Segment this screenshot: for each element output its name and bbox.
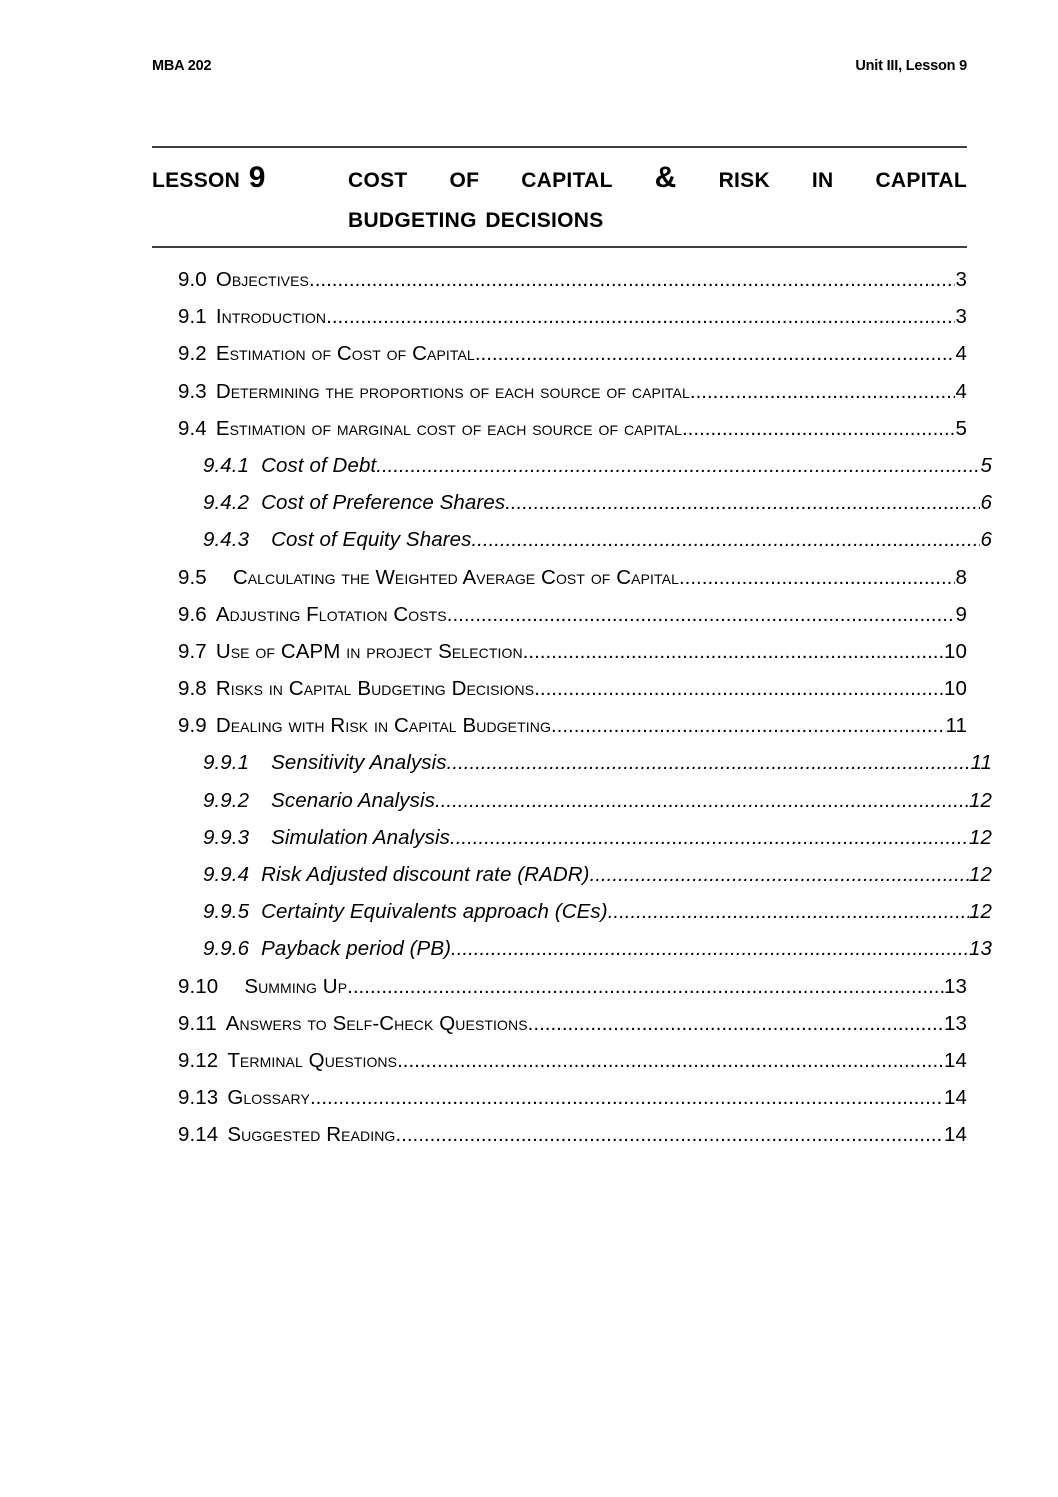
toc-entry-page-number: 12 [968,900,992,924]
running-head-left: MBA 202 [152,58,212,74]
toc-entry[interactable] [178,1123,967,1160]
toc-entry-number: 9.14 [178,1123,219,1147]
toc-entry-label: Answers to Self-Check Questions [225,1011,528,1035]
toc-dot-leader [608,900,969,924]
toc-entry-label: Certainty Equivalents approach (CEs) [261,900,608,924]
toc-entry[interactable] [178,1086,967,1123]
lesson-title-first-line [152,158,967,198]
toc-entry-page-number: 6 [980,528,992,552]
lesson-title-text-line1: cost of capital & risk in capital [348,161,967,194]
toc-entry[interactable] [178,900,992,937]
toc-entry[interactable] [178,1012,967,1049]
toc-entry[interactable] [178,491,992,528]
toc-dot-leader [471,528,980,552]
toc-dot-leader [523,640,944,664]
toc-entry-page-number: 9 [955,602,967,626]
toc-dot-leader [376,454,980,478]
toc-entry-page-number: 5 [980,453,992,477]
toc-entry-number: 9.0 [178,268,207,291]
toc-entry-number: 9.9.6 [203,937,250,961]
toc-entry-number: 9.5 [178,565,207,589]
toc-entry-page-number: 11 [970,751,992,775]
toc-entry-label: Suggested Reading [227,1123,396,1147]
toc-entry-page-number: 4 [955,379,967,403]
toc-entry-label: Cost of Equity Shares [271,528,472,552]
toc-entry-page-number: 12 [968,863,992,886]
toc-entry-label: Dealing with Risk in Capital Budgeting [215,714,551,738]
toc-entry-label: Estimation of marginal cost of each source of capital [215,416,682,440]
toc-entry-number: 9.13 [178,1086,219,1110]
toc-entry-label: Summing Up [244,974,348,998]
toc-entry-page-number: 13 [968,937,992,961]
toc-entry-page-number: 10 [943,639,967,663]
lesson-title-text-line2: budgeting decisions [348,200,604,234]
toc-dot-leader [347,975,944,999]
toc-entry-page-number: 10 [943,677,967,701]
toc-dot-leader [690,380,956,404]
toc-entry-page-number: 4 [955,342,967,366]
toc-entry[interactable] [178,342,967,379]
toc-dot-leader [447,603,956,627]
toc-entry-label: Glossary [227,1086,310,1110]
toc-entry-number: 9.9.5 [203,900,250,924]
toc-entry[interactable] [178,789,992,826]
toc-entry-page-number: 14 [943,1048,967,1072]
toc-dot-leader [475,342,956,366]
toc-dot-leader [447,751,971,775]
toc-entry[interactable] [178,305,967,342]
toc-entry-number: 9.6 [178,602,207,626]
running-head-right: Unit III, Lesson 9 [855,58,967,74]
toc-entry-acronym: CAPM [280,639,341,663]
toc-entry[interactable] [178,937,992,974]
toc-dot-leader [682,417,956,441]
toc-dot-leader [395,1123,944,1147]
toc-entry-label: Cost of Preference Shares [261,491,506,515]
toc-entry-number: 9.12 [178,1048,219,1072]
running-head [152,58,967,74]
toc-entry-number: 9.9 [178,714,207,738]
toc-entry-number: 9.3 [178,379,207,403]
toc-entry[interactable] [178,380,967,417]
toc-entry[interactable] [178,528,992,565]
toc-entry-number: 9.11 [178,1011,217,1035]
toc-entry-label: Objectives [215,268,309,291]
toc-entry[interactable] [178,751,992,788]
toc-entry-label: Cost of Debt [261,453,377,477]
toc-entry-page-number: 11 [945,714,967,738]
toc-entry-number: 9.1 [178,305,207,329]
toc-entry[interactable] [178,640,967,677]
toc-dot-leader [679,566,956,590]
toc-entry-label: Estimation of Cost of Capital [215,342,475,366]
toc-entry-label: Risk Adjusted discount rate (RADR) [261,863,590,886]
toc-entry-label: Scenario Analysis [271,788,435,812]
toc-entry-number: 9.7 [178,639,207,663]
toc-entry-page-number: 3 [955,268,967,291]
toc-dot-leader [505,491,980,515]
toc-entry[interactable] [178,454,992,491]
toc-entry[interactable] [178,714,967,751]
toc-entry-label: Payback period (PB) [261,937,452,961]
toc-entry-number: 9.2 [178,342,207,366]
toc-entry-page-number: 3 [955,305,967,329]
toc-entry[interactable] [178,863,992,900]
toc-entry[interactable] [178,677,967,714]
toc-entry-label: Adjusting Flotation Costs [215,602,447,626]
toc-entry-page-number: 8 [955,565,967,589]
toc-entry-label: Terminal Questions [227,1048,398,1072]
toc-entry-number: 9.4.3 [203,528,250,552]
toc-entry-number: 9.4 [178,416,207,440]
table-of-contents [178,268,992,1161]
toc-entry-number: 9.8 [178,677,207,701]
toc-entry-page-number: 13 [943,974,967,998]
toc-entry[interactable] [178,566,967,603]
toc-dot-leader [450,826,969,850]
toc-dot-leader [435,789,969,813]
toc-entry[interactable] [178,417,967,454]
toc-entry-page-number: 14 [943,1086,967,1110]
toc-entry[interactable] [178,268,967,305]
toc-entry-page-number: 13 [943,1011,967,1035]
toc-entry[interactable] [178,826,992,863]
toc-entry-label: Risks in Capital Budgeting Decisions [215,677,535,701]
lesson-title-rows [152,158,967,237]
toc-entry-label: Determining the proportions of each source of capital [215,379,690,403]
toc-entry-number: 9.9.3 [203,825,250,849]
toc-dot-leader [528,1012,944,1036]
toc-entry-number: 9.9.4 [203,863,250,886]
toc-entry[interactable] [178,975,967,1012]
toc-entry-page-number: 12 [968,788,992,812]
toc-entry-label: Simulation Analysis [271,825,450,849]
toc-entry-number: 9.4.1 [203,453,250,477]
toc-dot-leader [326,305,955,329]
toc-dot-leader [309,268,955,292]
lesson-title-block [152,146,967,248]
toc-entry-number: 9.10 [178,974,219,998]
toc-entry-number: 9.9.2 [203,788,250,812]
toc-entry-page-number: 6 [980,491,992,515]
toc-entry-label: Calculating the Weighted Average Cost of Capital [232,565,679,589]
toc-entry-page-number: 14 [943,1123,967,1147]
toc-dot-leader [397,1049,944,1073]
toc-dot-leader [590,863,969,887]
toc-entry-number: 9.9.1 [203,751,250,775]
lesson-number-label: lesson 9 [152,161,266,194]
toc-dot-leader [310,1086,944,1110]
toc-dot-leader [534,677,944,701]
toc-dot-leader [451,937,969,961]
toc-entry[interactable] [178,1049,967,1086]
toc-entry[interactable] [178,603,967,640]
toc-entry-number: 9.4.2 [203,491,250,515]
toc-entry-page-number: 5 [955,416,967,440]
toc-entry-label: Introduction [215,305,327,329]
toc-entry-label: Use of CAPM in project Selection [215,639,523,663]
toc-dot-leader [551,714,946,738]
toc-entry-page-number: 12 [968,825,992,849]
toc-entry-label: Sensitivity Analysis [271,751,447,775]
